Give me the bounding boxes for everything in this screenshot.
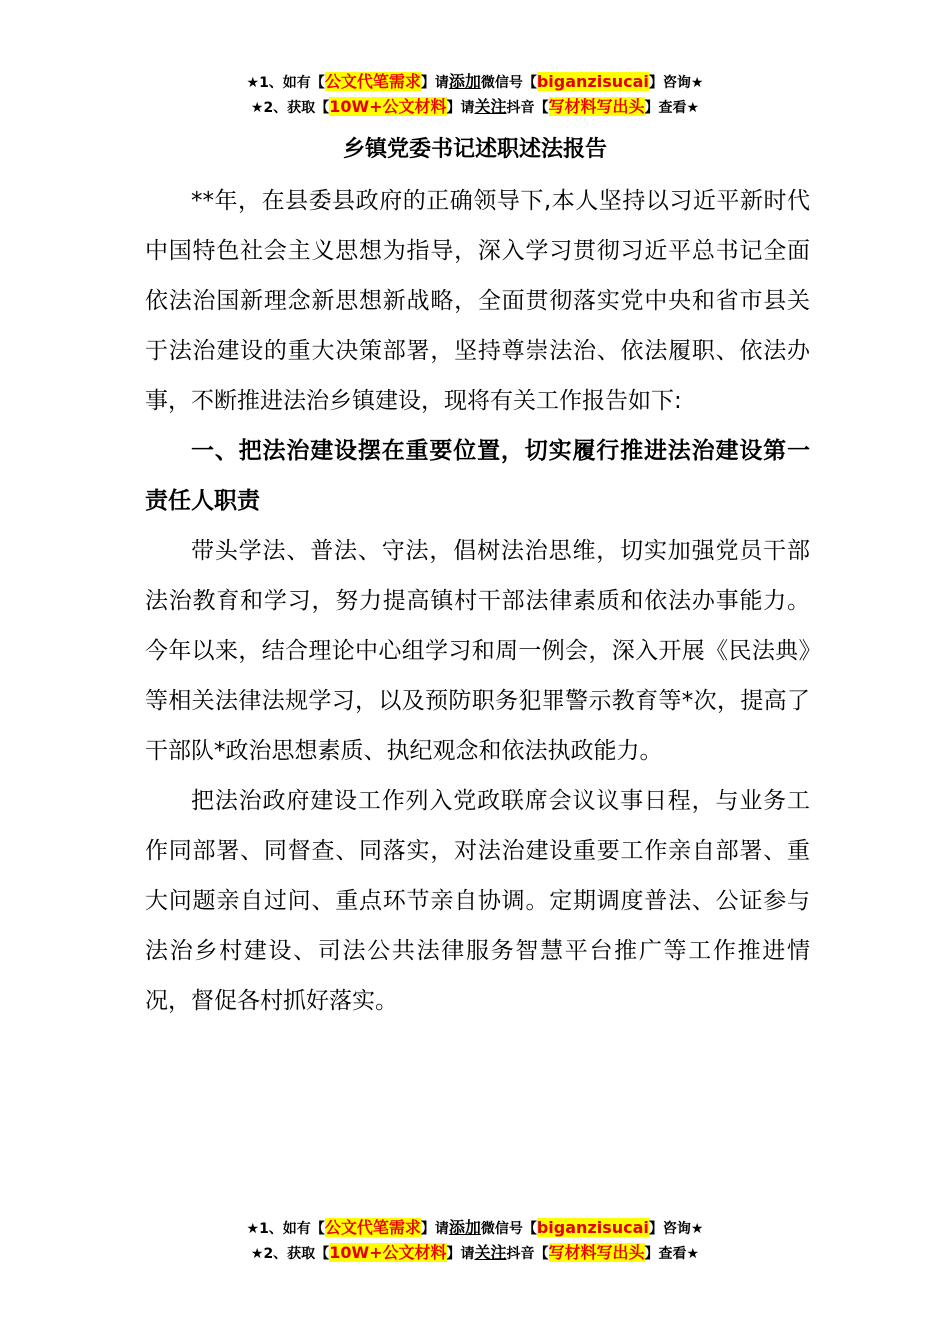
paragraph-2: 带头学法、普法、守法，倡树法治思维，切实加强党员干部法治教育和学习，努力提高镇村干部法律素质和依法办事能力。今年以来，结合理论中心组学习和周一例会，深入开展《民法典》等相关法律法规学习，以及预防职务犯罪警示教育等*次，提高了干部队*政治思想素质、执纪观念和依法执政能力。: [145, 538, 810, 764]
paragraph-intro: **年，在县委县政府的正确领导下,本人坚持以习近平新时代中国特色社会主义思想为指导，深入学习贯彻习近平总书记全面依法治国新理念新思想新战略，全面贯彻落实党中央和省市县关于法治建设的重大决策部署，坚持尊崇法治、依法履职、依法办事，不断推进法治乡镇建设，现将有关工作报告如下:: [145, 188, 810, 414]
wechat-id: biganzisucai: [536, 72, 649, 91]
promo-highlight: 10W+公文材料: [329, 97, 447, 116]
top-promo-banner: [0, 70, 950, 120]
promo-highlight: 10W+公文材料: [329, 1243, 447, 1262]
document-title: 乡镇党委书记述职述法报告: [342, 137, 607, 162]
wechat-id: biganzisucai: [536, 1218, 649, 1237]
promo-highlight: 公文代笔需求: [324, 1218, 421, 1237]
document-body: [145, 176, 810, 1026]
promo-highlight: 公文代笔需求: [324, 72, 421, 91]
douyin-id: 写材料写出头: [548, 1243, 645, 1262]
douyin-id: 写材料写出头: [548, 97, 645, 116]
promo-line-2: ★2、获取【10W+公文材料】请关注抖音【写材料写出头】查看★: [250, 97, 700, 116]
promo-line-2: ★2、获取【10W+公文材料】请关注抖音【写材料写出头】查看★: [250, 1243, 700, 1262]
promo-line-1: ★1、如有【公文代笔需求】请添加微信号【biganzisucai】咨询★: [246, 72, 704, 91]
promo-line-1: ★1、如有【公文代笔需求】请添加微信号【biganzisucai】咨询★: [246, 1218, 704, 1237]
section-heading-1: 一、把法治建设摆在重要位置，切实履行推进法治建设第一责任人职责: [145, 438, 810, 514]
paragraph-3: 把法治政府建设工作列入党政联席会议议事日程，与业务工作同部署、同督查、同落实，对法治建设重要工作亲自部署、重大问题亲自过问、重点环节亲自协调。定期调度普法、公证参与法治乡村建设、司法公共法律服务智慧平台推广等工作推进情况，督促各村抓好落实。: [145, 788, 810, 1014]
bottom-promo-banner: [0, 1216, 950, 1266]
